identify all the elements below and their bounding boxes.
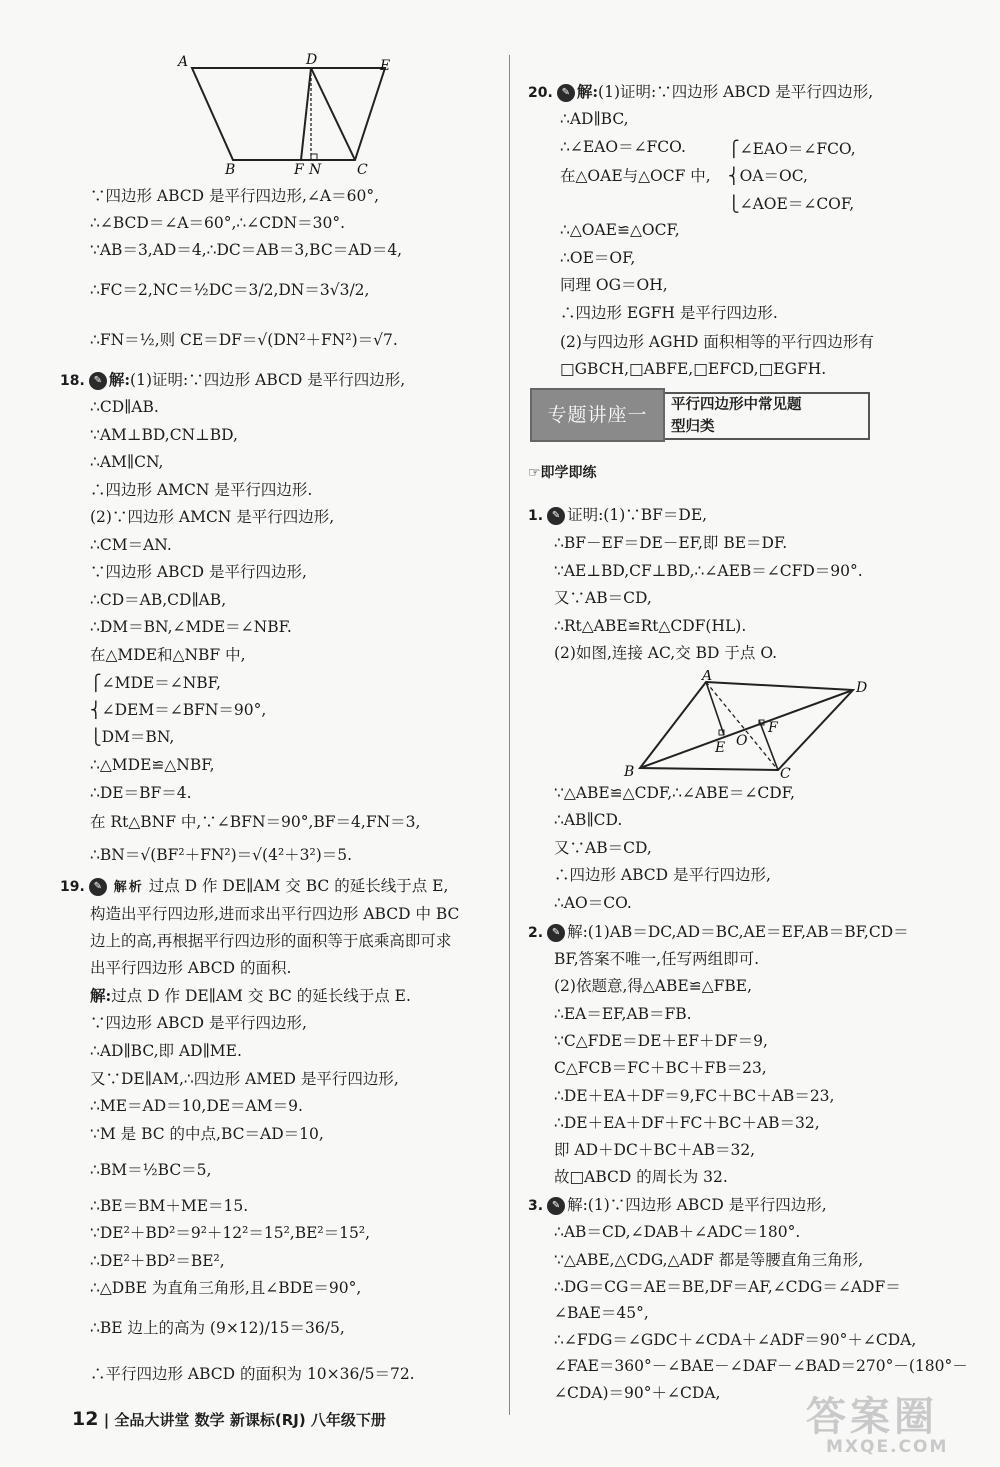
text-line: ∴BE＝BM＋ME＝15. <box>90 1197 249 1215</box>
text-line: ∵AB＝3,AD＝4,∴DC＝AB＝3,BC＝AD＝4, <box>90 241 403 259</box>
text-line: ∴AB∥CD. <box>554 811 623 829</box>
page-footer <box>72 1408 386 1430</box>
watermark-text: 答案圈 <box>806 1394 938 1440</box>
text-line: ∴CM＝AN. <box>90 536 172 554</box>
question-1 <box>528 505 707 526</box>
text-line: ⎧∠MDE＝∠NBF, <box>90 674 221 692</box>
parallelogram-figure-1 <box>175 48 415 178</box>
text-line: ∴AO＝CO. <box>554 894 632 912</box>
text-line: ∴Rt△ABE≌Rt△CDF(HL). <box>554 617 747 635</box>
question-number: 19. <box>60 879 85 895</box>
question-number: 18. <box>60 373 85 389</box>
text-line: ∵△ABE,△CDG,△ADF 都是等腰直角三角形, <box>554 1251 864 1269</box>
question-20 <box>528 82 873 103</box>
text-line: ⎩∠AOE＝∠COF, <box>728 195 855 213</box>
question-3 <box>528 1195 827 1216</box>
question-number: 1. <box>528 508 544 524</box>
text-line: ∵AM⊥BD,CN⊥BD, <box>90 426 238 444</box>
pencil-icon: ✎ <box>89 878 107 896</box>
text-line: ∵四边形 ABCD 是平行四边形, <box>90 1014 307 1032</box>
text-line: ⎧∠EAO＝∠FCO, <box>728 140 856 158</box>
text-line: ∴CD＝AB,CD∥AB, <box>90 591 227 609</box>
text-line: (2)与四边形 AGHD 面积相等的平行四边形有 <box>560 333 874 351</box>
text-line: BF,答案不唯一,任写两组即可. <box>554 950 760 968</box>
text-line: ∴∠BCD＝∠A＝60°,∴∠CDN＝30°. <box>90 214 345 232</box>
answer-label: 解: <box>576 82 599 101</box>
text-line: ∵△ABE≌△CDF,∴∠ABE＝∠CDF, <box>554 784 795 802</box>
text-line: 又∵AB＝CD, <box>554 839 652 857</box>
text-line: 即 AD＋DC＋BC＋AB＝32, <box>554 1141 756 1159</box>
text-line: ∴四边形 EGFH 是平行四边形. <box>560 304 778 322</box>
footer-divider: | <box>103 1411 115 1429</box>
text-line: (1)证明:∵四边形 ABCD 是平行四边形, <box>130 371 406 389</box>
page-number: 12 <box>72 1408 99 1430</box>
analysis-label: 解析 <box>113 880 144 895</box>
fig1-label-N: N <box>309 162 322 178</box>
text-line: ∴DM＝BN,∠MDE＝∠NBF. <box>90 618 292 636</box>
text-line: ∴△DBE 为直角三角形,且∠BDE＝90°, <box>90 1279 362 1297</box>
text-line: ∴AD∥BC, <box>560 110 629 128</box>
answer-label: 解: <box>90 986 112 1005</box>
question-number: 2. <box>528 925 544 941</box>
topic-title-line: 型归类 <box>671 419 715 435</box>
text-line: ∴平行四边形 ABCD 的面积为 10×36/5＝72. <box>90 1365 415 1383</box>
text-line: ∴EA＝EF,AB＝FB. <box>554 1005 692 1023</box>
text-line: (2)如图,连接 AC,交 BD 于点 O. <box>554 644 778 662</box>
text-line: ∴AM∥CN, <box>90 453 164 471</box>
text-line: 又∵DE∥AM,∴四边形 AMED 是平行四边形, <box>90 1070 399 1088</box>
text-line: 故□ABCD 的周长为 32. <box>554 1168 728 1186</box>
question-19 <box>60 876 448 898</box>
question-number: 3. <box>528 1198 544 1214</box>
question-18 <box>60 370 405 391</box>
text-line: ∴DG＝CG＝AE＝BE,DF＝AF,∠CDG＝∠ADF＝ <box>554 1278 901 1296</box>
pencil-icon: ✎ <box>547 1197 565 1215</box>
fig2-label-O: O <box>736 733 748 749</box>
text-line: ∴BM＝½BC＝5, <box>90 1161 212 1179</box>
fig1-label-D: D <box>306 52 318 68</box>
answer-label: 解: <box>108 370 131 389</box>
question-2 <box>528 922 909 943</box>
text-line: ∴△MDE≌△NBF, <box>90 756 215 774</box>
text-line: ∴四边形 AMCN 是平行四边形. <box>90 481 313 499</box>
column-divider <box>509 55 510 1415</box>
text-line: ∴DE＋EA＋DF＋FC＋BC＋AB＝32, <box>554 1114 820 1132</box>
pencil-icon: ✎ <box>547 507 565 525</box>
fig1-label-C: C <box>357 162 368 178</box>
text-line: ∴DE＝BF＝4. <box>90 784 192 802</box>
text-line: 在△OAE与△OCF 中, <box>560 167 711 185</box>
text-line: □GBCH,□ABFE,□EFCD,□EGFH. <box>560 360 827 378</box>
text-line: ∵DE²＋BD²＝9²＋12²＝15²,BE²＝15², <box>90 1224 371 1242</box>
text-line: ∠FAE＝360°－∠BAE－∠DAF－∠BAD＝270°－(180°－ <box>554 1357 968 1375</box>
text-line: 构造出平行四边形,进而求出平行四边形 ABCD 中 BC <box>90 905 460 923</box>
text-line: 解:(1)∵四边形 ABCD 是平行四边形, <box>567 1196 827 1214</box>
fig1-label-E: E <box>380 58 391 74</box>
text-line: ∵C△FDE＝DE＋EF＋DF＝9, <box>554 1032 768 1050</box>
topic-banner <box>530 388 875 442</box>
text-line: 解:(1)AB＝DC,AD＝BC,AE＝EF,AB＝BF,CD＝ <box>567 923 909 941</box>
pencil-icon: ✎ <box>89 372 107 390</box>
text-line: ∴BF－EF＝DE－EF,即 BE＝DF. <box>554 534 788 552</box>
text-line: C△FCB＝FC＋BC＋FB＝23, <box>554 1059 767 1077</box>
text-line: ∠BAE＝45°, <box>554 1304 649 1322</box>
text-line: ∠CDA)＝90°＋∠CDA, <box>554 1384 721 1402</box>
text-line: ∴∠FDG＝∠GDC＋∠CDA＋∠ADF＝90°＋∠CDA, <box>554 1331 917 1349</box>
fig1-label-F: F <box>294 162 304 178</box>
text-line: ∵M 是 BC 的中点,BC＝AD＝10, <box>90 1125 324 1143</box>
fig2-label-C: C <box>780 766 791 780</box>
text-line: ∴BE 边上的高为 (9×12)/15＝36/5, <box>90 1319 345 1337</box>
text-line: ∴∠EAO＝∠FCO. <box>560 138 686 156</box>
text-line: 又∵AB＝CD, <box>554 589 652 607</box>
watermark-url: MXQE.COM <box>826 1437 949 1457</box>
fig2-label-F: F <box>768 720 778 736</box>
text-line: ⎩DM＝BN, <box>90 728 175 746</box>
text-line: ∴AB＝CD,∠DAB＋∠ADC＝180°. <box>554 1223 801 1241</box>
text-line: 在 Rt△BNF 中,∵∠BFN＝90°,BF＝4,FN＝3, <box>90 813 421 831</box>
fig2-label-D: D <box>856 680 868 696</box>
text-line: ∴OE＝OF, <box>560 249 636 267</box>
solution-line <box>90 986 411 1006</box>
text-line: ∴△OAE≌△OCF, <box>560 221 680 239</box>
topic-title-line: 平行四边形中常见题 <box>671 397 802 413</box>
text-line: ∴BN＝√(BF²＋FN²)＝√(4²＋3²)＝5. <box>90 846 353 864</box>
text-line: ∴FN＝½,则 CE＝DF＝√(DN²＋FN²)＝√7. <box>90 331 398 349</box>
topic-title <box>665 392 870 440</box>
text-line: ∵四边形 ABCD 是平行四边形,∠A＝60°, <box>90 187 380 205</box>
text-line: 过点 D 作 DE∥AM 交 BC 的延长线于点 E, <box>148 877 449 895</box>
text-line: 过点 D 作 DE∥AM 交 BC 的延长线于点 E. <box>111 987 411 1005</box>
fig2-label-B: B <box>624 764 635 780</box>
footer-text: 全品大讲堂 数学 新课标(RJ) 八年级下册 <box>114 1411 386 1429</box>
section-subheading: ☞即学即练 <box>528 465 597 481</box>
question-number: 20. <box>528 85 553 101</box>
text-line: ∴AD∥BC,即 AD∥ME. <box>90 1042 242 1060</box>
text-line: (1)证明:∵四边形 ABCD 是平行四边形, <box>598 83 874 101</box>
pencil-icon: ✎ <box>547 924 565 942</box>
text-line: 边上的高,再根据平行四边形的面积等于底乘高即可求 <box>90 932 452 950</box>
text-line: 在△MDE和△NBF 中, <box>90 646 246 664</box>
parallelogram-figure-2 <box>618 670 878 780</box>
fig1-label-B: B <box>225 162 236 178</box>
text-line: ⎨∠DEM＝∠BFN＝90°, <box>90 701 267 719</box>
text-line: ∵四边形 ABCD 是平行四边形, <box>90 563 307 581</box>
text-line: ∵AE⊥BD,CF⊥BD,∴∠AEB＝∠CFD＝90°. <box>554 562 863 580</box>
watermark-logo <box>786 1385 986 1460</box>
text-line: ∴ME＝AD＝10,DE＝AM＝9. <box>90 1097 303 1115</box>
text-line: 出平行四边形 ABCD 的面积. <box>90 959 292 977</box>
fig2-label-A: A <box>702 670 713 684</box>
text-line: ∴DE²＋BD²＝BE², <box>90 1252 225 1270</box>
text-line: (2)∵四边形 AMCN 是平行四边形, <box>90 508 335 526</box>
text-line: ∴FC＝2,NC＝½DC＝3/2,DN＝3√3/2, <box>90 281 370 299</box>
text-line: ∴四边形 ABCD 是平行四边形, <box>554 866 771 884</box>
fig1-label-A: A <box>178 54 189 70</box>
topic-tag: 专题讲座一 <box>530 388 665 442</box>
fig2-label-E: E <box>715 740 726 756</box>
text-line: 同理 OG＝OH, <box>560 276 668 294</box>
text-line: 证明:(1)∵BF＝DE, <box>567 506 708 524</box>
pencil-icon: ✎ <box>557 84 575 102</box>
text-line: ∴CD∥AB. <box>90 398 159 416</box>
text-line: ⎨OA＝OC, <box>728 167 808 185</box>
text-line: (2)依题意,得△ABE≌△FBE, <box>554 977 752 995</box>
text-line: ∴DE＋EA＋DF＝9,FC＋BC＋AB＝23, <box>554 1087 835 1105</box>
